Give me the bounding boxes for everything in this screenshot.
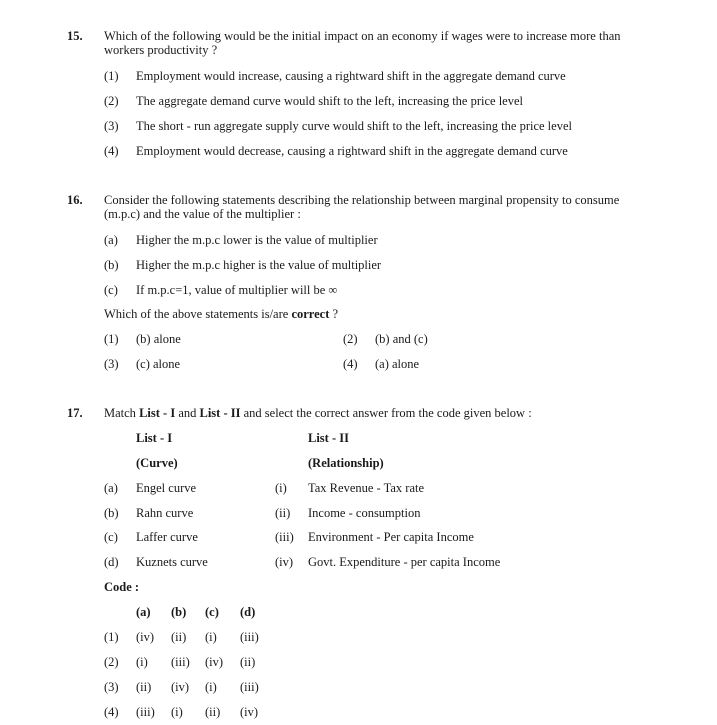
q16-statement-a-num: (a) [104, 233, 118, 247]
q16-statement-b-text: Higher the m.p.c higher is the value of multiplier [136, 258, 382, 272]
q16-question [104, 307, 338, 322]
q17-row-a-curve: Engel curve [136, 481, 197, 495]
q17-code-row-3-c: (i) [205, 680, 217, 694]
q17-code-header-a: (a) [136, 605, 151, 619]
q17-row-d-roman: (iv) [275, 555, 294, 569]
q16-option-3-num: (3) [104, 357, 119, 371]
q17-code-row-1-a: (iv) [136, 630, 155, 644]
q17-stem-list1: List - I [139, 406, 176, 420]
q17-code-row-3-d: (iii) [240, 680, 259, 694]
q17-code-row-3-a: (ii) [136, 680, 152, 694]
q17-row-c-relationship: Environment - Per capita Income [308, 530, 474, 544]
q16-option-1-num: (1) [104, 332, 119, 346]
q17-row-d-curve: Kuznets curve [136, 555, 208, 569]
q17-code-row-1-d: (iii) [240, 630, 259, 644]
q15-option-4-num: (4) [104, 144, 119, 158]
q16-option-2-text: (b) and (c) [375, 332, 428, 346]
q17-row-c-label: (c) [104, 530, 118, 544]
q17-code-row-2-b: (iii) [171, 655, 190, 669]
q15-option-4-text: Employment would decrease, causing a rightward shift in the aggregate demand curve [136, 144, 568, 158]
q15-option-3-text: The short - run aggregate supply curve would shift to the left, increasing the price level [136, 119, 572, 133]
q16-question-bold: correct [291, 307, 330, 321]
q17-code-row-4-a: (iii) [136, 705, 155, 719]
q15-stem: Which of the following would be the initial impact on an economy if wages were to increase more than workers productivity ? [104, 29, 621, 57]
q16-number: 16. [67, 193, 83, 207]
q17-row-b-label: (b) [104, 506, 119, 520]
q16-statement-c-num: (c) [104, 283, 118, 297]
q17-code-row-4-b: (i) [171, 705, 183, 719]
q16-option-4-text: (a) alone [375, 357, 420, 371]
q17-code-header-c: (c) [205, 605, 219, 619]
q16-statement-a-text: Higher the m.p.c lower is the value of multiplier [136, 233, 378, 247]
q17-row-b-roman: (ii) [275, 506, 291, 520]
q16-option-3-text: (c) alone [136, 357, 181, 371]
q17-code-row-3-num: (3) [104, 680, 119, 694]
q17-stem-part-3: and select the correct answer from the code given below : [243, 406, 532, 420]
q15-option-2-num: (2) [104, 94, 119, 108]
q17-row-a-roman: (i) [275, 481, 287, 495]
q17-row-d-relationship: Govt. Expenditure - per capita Income [308, 555, 501, 569]
q16-option-2-num: (2) [343, 332, 358, 346]
q17-code-row-1-b: (ii) [171, 630, 187, 644]
q17-row-c-roman: (iii) [275, 530, 294, 544]
q16-statement-b-num: (b) [104, 258, 119, 272]
q17-code-row-2-d: (ii) [240, 655, 256, 669]
q17-list1-header: List - I [136, 431, 173, 445]
q16-option-4-num: (4) [343, 357, 358, 371]
q17-code-row-2-a: (i) [136, 655, 148, 669]
q17-code-row-1-c: (i) [205, 630, 217, 644]
q17-code-row-4-num: (4) [104, 705, 119, 719]
q17-list1-subheader: (Curve) [136, 456, 178, 470]
q15-number: 15. [67, 29, 83, 43]
q15-option-3-num: (3) [104, 119, 119, 133]
q17-list2-header: List - II [308, 431, 349, 445]
q16-question-suffix: ? [332, 307, 339, 321]
q17-code-row-2-c: (iv) [205, 655, 224, 669]
q17-stem-list2: List - II [199, 406, 241, 420]
q17-code-row-4-c: (ii) [205, 705, 221, 719]
q15-option-1-num: (1) [104, 69, 119, 83]
q17-code-row-1-num: (1) [104, 630, 119, 644]
q17-code-header-d: (d) [240, 605, 256, 619]
q17-list2-subheader: (Relationship) [308, 456, 384, 470]
q17-row-d-label: (d) [104, 555, 119, 569]
q15-option-2-text: The aggregate demand curve would shift to the left, increasing the price level [136, 94, 523, 108]
q16-option-1-text: (b) alone [136, 332, 181, 346]
q17-number: 17. [67, 406, 83, 420]
q17-row-c-curve: Laffer curve [136, 530, 198, 544]
q17-stem-part-1: Match [104, 406, 136, 420]
q17-row-b-curve: Rahn curve [136, 506, 194, 520]
q17-code-header-b: (b) [171, 605, 187, 619]
q17-stem [104, 406, 532, 421]
q17-code-row-4-d: (iv) [240, 705, 259, 719]
q17-row-b-relationship: Income - consumption [308, 506, 421, 520]
q16-stem: Consider the following statements describing the relationship between marginal propensity to consume (m.p.c) and the value of the multiplier : [104, 193, 620, 221]
q17-row-a-relationship: Tax Revenue - Tax rate [308, 481, 425, 495]
q15-option-1-text: Employment would increase, causing a rightward shift in the aggregate demand curve [136, 69, 566, 83]
q16-statement-c-text: If m.p.c=1, value of multiplier will be ∞ [136, 283, 338, 297]
q17-code-row-2-num: (2) [104, 655, 119, 669]
q17-row-a-label: (a) [104, 481, 118, 495]
q17-code-row-3-b: (iv) [171, 680, 190, 694]
q17-stem-part-2: and [178, 406, 197, 420]
q16-question-prefix: Which of the above statements is/are [104, 307, 289, 321]
q17-code-label: Code : [104, 580, 140, 594]
